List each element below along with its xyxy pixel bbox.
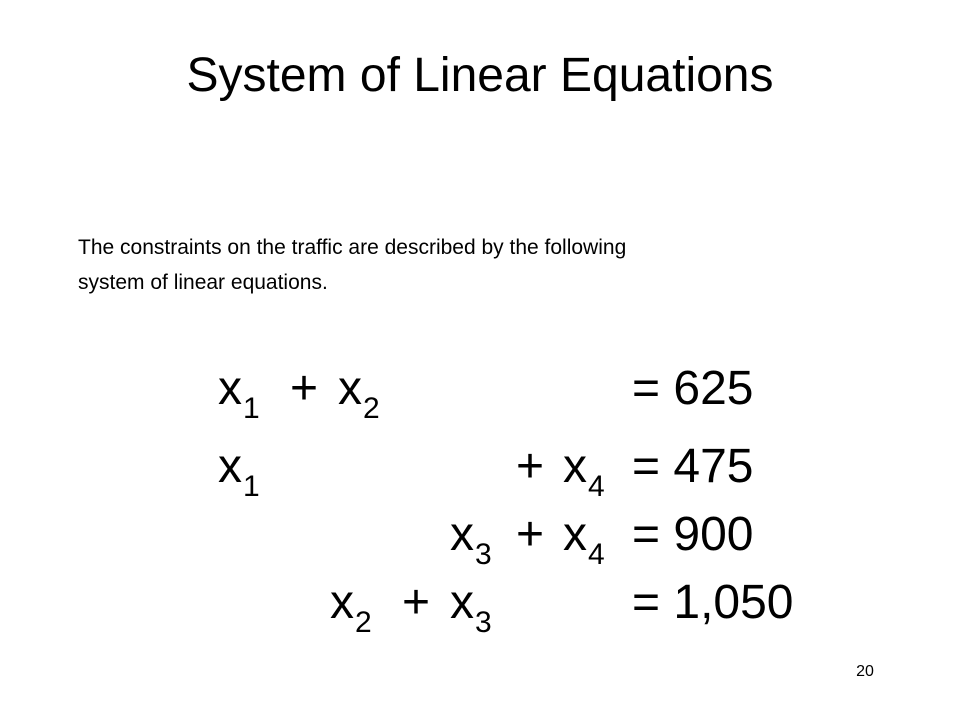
- variable-x1: $x_1$: [218, 440, 260, 503]
- intro-text: [78, 230, 928, 300]
- equation-rhs: = 900: [632, 508, 754, 561]
- equation-rhs: = 475: [632, 440, 754, 493]
- slide-title: System of Linear Equations: [186, 49, 774, 102]
- variable-x4: $x_4$: [563, 440, 605, 503]
- variable-x2: $x_2$: [330, 576, 372, 639]
- variable-x3: $x_3$: [450, 508, 492, 571]
- plus-operator: +: [290, 362, 319, 415]
- variable-x4: $x_4$: [563, 508, 605, 571]
- equation-row-3: [0, 507, 960, 579]
- page-number: 20: [856, 663, 874, 680]
- plus-operator: +: [516, 508, 545, 561]
- plus-operator: +: [516, 440, 545, 493]
- equation-row-4: [0, 575, 960, 647]
- equation-row-1: [0, 361, 960, 433]
- variable-x2: $x_2$: [338, 362, 380, 425]
- intro-line: system of linear equations.: [78, 271, 328, 294]
- equation-rhs: = 1,050: [632, 576, 794, 629]
- equation-row-2: [0, 439, 960, 511]
- plus-operator: +: [402, 576, 431, 629]
- intro-line: The constraints on the traffic are described by the following: [78, 236, 627, 259]
- variable-x1: $x_1$: [218, 362, 260, 425]
- variable-x3: $x_3$: [450, 576, 492, 639]
- equation-rhs: = 625: [632, 362, 754, 415]
